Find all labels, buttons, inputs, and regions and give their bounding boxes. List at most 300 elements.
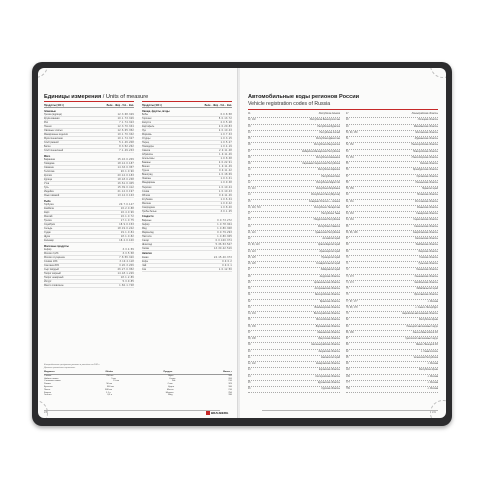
region-name: Кировская область — [318, 369, 340, 372]
nutrition-values: 3·0·1·25 — [220, 209, 232, 213]
nutrition-product-name: Свёкла — [142, 149, 151, 153]
region-name: Республика Ингушетия — [314, 144, 340, 147]
nutrition-product-name: Рис — [44, 120, 49, 124]
nutrition-product-name: Кефир — [44, 248, 52, 252]
region-name: г. Севастополь — [420, 350, 438, 353]
region-code: 41 — [248, 356, 251, 359]
region-code: 77, 97, 177 — [346, 300, 358, 303]
region-code: 01 — [248, 113, 251, 115]
region-name: Архангельская область — [314, 281, 340, 284]
nutrition-values: 18·1·0·82 — [120, 235, 134, 239]
region-leader-dots — [270, 168, 318, 173]
nutrition-values: 14·33·0·357 — [117, 165, 134, 169]
region-leader-dots — [270, 150, 302, 155]
region-leader-dots — [368, 193, 417, 198]
nutrition-product-name: Сыр твёрдый — [44, 268, 59, 272]
region-code: 46 — [248, 388, 251, 390]
measures-cell: 210 — [228, 380, 232, 383]
region-code: 92 — [346, 350, 349, 353]
nutrition-product-name: Яблоки — [142, 193, 151, 197]
region-name: Ханты-Мансийский АО — [412, 331, 438, 334]
measures-row — [44, 391, 232, 397]
region-leader-dots — [368, 281, 414, 286]
nutrition-values: 14·18·1·226 — [117, 272, 134, 276]
nutrition-product-name: Помидоры — [142, 145, 154, 149]
region-code: 36, 136 — [248, 325, 256, 328]
nutrition-values: 1·0·18·69 — [218, 173, 232, 177]
region-leader-dots — [270, 125, 317, 130]
region-name: Новгородская область — [412, 150, 438, 153]
region-name: Ставропольский край — [316, 263, 340, 265]
region-code: 26, 126 — [248, 263, 256, 265]
region-code: 38, 138 — [248, 338, 256, 340]
measures-cell: Рюмка — [44, 383, 51, 386]
measures-cell: 568 мл — [105, 388, 113, 391]
region-leader-dots — [368, 293, 414, 298]
region-leader-dots — [270, 312, 314, 317]
region-code: 72 — [346, 269, 349, 272]
region-code: 79 — [346, 313, 349, 315]
region-code: 04 — [248, 131, 251, 134]
nutrition-values: 1·0·78·304 — [217, 222, 232, 226]
nutrition-values: 1·0·7·33 — [220, 132, 232, 136]
measures-cell: Кварта — [44, 391, 51, 394]
region-name: Смоленская область — [414, 238, 438, 240]
region-code: 17 — [248, 213, 251, 215]
nutrition-values: 1·0·8·38 — [220, 157, 232, 161]
nutrition-header — [142, 104, 232, 108]
region-name: Тамбовская область — [415, 244, 438, 247]
left-title-rule — [44, 101, 134, 102]
region-leader-dots — [270, 243, 318, 248]
nutrition-section-title: Напитки — [142, 252, 152, 256]
measures-cell: Пинта — [44, 388, 51, 391]
region-leader-dots — [270, 137, 316, 142]
region-code: 07 — [248, 150, 251, 153]
nutrition-values: 3·3·4·59 — [122, 248, 134, 252]
region-leader-dots — [270, 362, 316, 367]
region-leader-dots — [270, 325, 316, 330]
region-leader-dots — [368, 206, 417, 211]
nutrition-values: 16·2·0·88 — [120, 206, 134, 210]
nutrition-values: 0·0·79·293 — [217, 230, 232, 234]
region-code: 09 — [248, 163, 251, 165]
left-title-rule-2 — [142, 101, 232, 102]
nutrition-product-name: Сок — [142, 267, 147, 271]
region-leader-dots — [270, 212, 321, 217]
nutrition-values: 15·16·0·209 — [117, 157, 134, 161]
region-leader-dots — [368, 131, 415, 136]
nutrition-product-name: Индейка — [44, 190, 54, 194]
region-leader-dots — [368, 243, 415, 248]
region-name: Краснодарский край — [318, 244, 340, 247]
nutrition-product-name: Сметана 20% — [44, 264, 60, 268]
nutrition-row — [44, 239, 134, 243]
nutrition-product-name: Смородина — [142, 205, 155, 209]
nutrition-values: 18·18·0·238 — [117, 178, 134, 182]
measures-cell: 500 мл — [106, 385, 114, 388]
region-name: Ивановская область — [317, 331, 340, 334]
region-leader-dots — [270, 200, 309, 205]
nutrition-values: 1·0·4·19 — [220, 145, 232, 149]
measures-header-cell: Жидкость — [44, 371, 55, 373]
nutrition-product-name: Халва — [142, 246, 149, 250]
region-name: Северная Осетия — Алания — [308, 200, 340, 203]
region-name: Псковская область — [416, 194, 438, 197]
nutrition-values: 3·3·5·58 — [122, 252, 134, 256]
region-name: Республика Саха (Якутия) — [311, 194, 340, 197]
nutrition-section-title: Злаковые — [44, 109, 56, 113]
region-code: 44 — [248, 375, 251, 378]
nutrition-table-col-2 — [142, 104, 232, 272]
left-page-title: Единицы измерения / Units of measure — [44, 94, 149, 100]
region-name: Республика Крым — [418, 319, 438, 322]
region-name: Мурманская область — [414, 138, 438, 140]
measures-cell: Мука — [168, 374, 174, 377]
region-code: 23, 93, 123 — [248, 244, 260, 247]
region-leader-dots — [368, 343, 416, 348]
region-leader-dots — [270, 368, 319, 373]
region-name: Костромская область — [315, 375, 340, 378]
nutrition-product-name: Мандарины — [142, 181, 156, 185]
region-code: 799 — [346, 388, 350, 390]
left-page-number: 230 — [44, 411, 48, 414]
region-code: 87 — [346, 338, 349, 340]
region-code: 21, 121 — [248, 231, 256, 234]
nutrition-product-name: Говядина — [44, 161, 55, 165]
nutrition-values: 1·0·9·38 — [220, 181, 232, 185]
nutrition-product-name: Шоколад — [142, 242, 152, 246]
measures-cell: 330 — [228, 394, 232, 397]
region-leader-dots — [270, 356, 321, 361]
nutrition-product-name: Горошек — [142, 116, 152, 120]
region-code: 68 — [346, 244, 349, 247]
brand-mark-icon — [206, 411, 210, 415]
region-code: 19 — [248, 225, 251, 228]
nutrition-values: 5·0·13·72 — [218, 116, 232, 120]
region-code: 02, 102 — [248, 119, 256, 122]
nutrition-values: 15·39·0·412 — [117, 186, 134, 190]
region-name: г. Москва — [427, 375, 438, 378]
region-leader-dots — [270, 331, 318, 336]
nutrition-product-name: Судак — [44, 231, 51, 235]
region-name: г. Москва — [427, 363, 438, 365]
nutrition-values: 8·3·52·262 — [119, 145, 134, 149]
nutrition-product-name: Макаронные изделия — [44, 132, 68, 136]
region-leader-dots — [368, 268, 416, 273]
region-name: Нижегородская область — [411, 144, 438, 147]
measures-cell: 180 — [228, 385, 232, 388]
nutrition-product-name: Творог жирный — [44, 272, 61, 276]
region-code: 45 — [248, 381, 251, 384]
corner-stitch-bottom-right — [430, 400, 446, 418]
nutrition-product-name: Мёд — [142, 226, 147, 230]
region-leader-dots — [270, 181, 316, 186]
region-leader-dots — [270, 300, 320, 305]
region-leader-dots — [368, 150, 413, 155]
region-code: 61, 161 — [346, 200, 354, 203]
region-code: 58 — [346, 181, 349, 184]
nutrition-values: 16·4·0·96 — [120, 211, 134, 214]
region-name: Республика Карелия — [317, 169, 340, 172]
region-code: 43 — [248, 369, 251, 372]
measures-cell: 250 мл — [106, 374, 114, 377]
nutrition-product-name: Вишня — [142, 165, 150, 169]
nutrition-values: 1·0·11·49 — [219, 165, 232, 169]
nutrition-section-title: Мясо — [44, 154, 51, 158]
nutrition-header-values: Белк. · Жир · Угл. · Кал. — [106, 104, 134, 107]
region-code: 73, 173 — [346, 275, 354, 278]
region-code: 65 — [346, 225, 349, 228]
nutrition-values: 1·0·3·15 — [220, 136, 232, 140]
measures-header-cell: Объём — [105, 371, 113, 373]
nutrition-product-name: Хлеб ржаной — [44, 141, 59, 145]
corner-stitch-top — [38, 68, 48, 78]
nutrition-values: 16·1·0·72 — [120, 215, 134, 219]
nutrition-product-name: Треска — [44, 219, 52, 223]
nutrition-values: 20·12·0·183 — [117, 173, 134, 177]
region-leader-dots — [270, 343, 311, 348]
region-leader-dots — [368, 312, 403, 317]
region-leader-dots — [270, 250, 320, 255]
region-code: 78, 98, 178 — [346, 306, 358, 309]
region-code: 70 — [346, 256, 349, 259]
nutrition-product-name: Скумбрия — [44, 223, 55, 227]
region-code: 53 — [346, 150, 349, 153]
nutrition-note: Калорийность продуктов указана в расчёте на 100 г. Данные приведены справочно. — [44, 364, 101, 369]
nutrition-product-name: Морковь — [142, 132, 152, 136]
region-leader-dots — [368, 306, 415, 311]
region-leader-dots — [270, 143, 314, 148]
region-leader-dots — [270, 175, 321, 180]
region-name: Еврейская автономная область — [402, 313, 438, 315]
nutrition-product-name: Капуста — [142, 120, 151, 124]
nutrition-values: 2·0·20·83 — [218, 124, 232, 128]
region-name: Удмуртская Республика — [313, 219, 340, 222]
region-name: Саратовская область — [413, 219, 438, 222]
nutrition-section-title: Молочные продукты — [44, 244, 69, 248]
nutrition-product-name: Груша — [142, 169, 149, 173]
region-leader-dots — [368, 118, 418, 123]
nutrition-product-name: Какао — [142, 255, 149, 259]
brand-logo: BRAUBERG — [206, 411, 228, 415]
region-code: 06 — [248, 144, 251, 147]
nutrition-values: 0·0·0·2 — [222, 259, 232, 263]
region-code: 14 — [248, 194, 251, 197]
nutrition-values: 0·0·73·272 — [217, 218, 232, 222]
region-code-row — [248, 387, 340, 393]
region-code: 52, 152 — [346, 144, 354, 147]
region-name: Самарская область — [416, 213, 438, 215]
nutrition-values: 17·1·0·75 — [120, 219, 134, 223]
region-code: 47 — [346, 113, 349, 115]
region-code: 16, 116, 716 — [248, 206, 261, 209]
nutrition-product-name: Чай — [142, 263, 147, 267]
region-name: Чеченская Республика — [413, 356, 438, 359]
nutrition-row — [142, 247, 232, 251]
nutrition-product-name: Кофе — [142, 259, 149, 263]
region-leader-dots — [270, 281, 314, 286]
measures-cell: Чайная ложка — [44, 377, 59, 380]
nutrition-product-name: Лук — [142, 128, 146, 132]
nutrition-product-name: Баранина — [44, 157, 55, 161]
region-name: Волгоградская область — [313, 313, 340, 315]
region-leader-dots — [270, 262, 316, 267]
region-code: 24, 124 — [248, 250, 256, 253]
region-name: Ульяновская область — [414, 275, 438, 278]
nutrition-values: 0·0·11·46 — [219, 193, 232, 197]
region-leader-dots — [368, 362, 428, 367]
right-page — [240, 68, 446, 418]
nutrition-product-name: Хлеб пшеничный — [44, 149, 64, 153]
region-leader-dots — [368, 325, 406, 330]
region-leader-dots — [270, 318, 316, 323]
region-code: 29 — [248, 281, 251, 284]
region-name: Алтайский край — [322, 238, 340, 240]
nutrition-product-name: Малина — [142, 201, 151, 205]
measures-cell: 200 — [228, 377, 232, 380]
region-name: Томская область — [419, 256, 438, 259]
nutrition-product-name: Сахар — [142, 238, 149, 242]
region-leader-dots — [270, 381, 318, 386]
nutrition-values: 3·20·3·206 — [119, 264, 134, 268]
region-name: Республика Алтай — [319, 131, 340, 134]
nutrition-product-name: Клубника — [142, 197, 153, 201]
region-name: Новосибирская область — [411, 156, 438, 159]
right-page-title: Автомобильные коды регионов России — [248, 94, 360, 100]
region-name: Свердловская область — [412, 231, 438, 234]
nutrition-product-name: Мука пшеничная — [44, 136, 63, 140]
region-leader-dots — [368, 218, 413, 223]
region-code: 39 — [248, 344, 251, 347]
region-code: 59, 159 — [346, 188, 354, 190]
region-code: 71 — [346, 263, 349, 265]
nutrition-product-name: Телятина — [44, 169, 55, 173]
region-code: 11 — [248, 175, 251, 178]
measures-cell: 210 — [228, 388, 232, 391]
nutrition-product-name: Сельдь — [44, 227, 53, 231]
region-name: Кабардино-Балкарская Республика — [302, 150, 340, 153]
region-leader-dots — [368, 162, 420, 167]
measures-cell: Молоко — [165, 391, 174, 394]
nutrition-values: 7·1·74·323 — [119, 120, 134, 124]
region-code: 56 — [346, 169, 349, 172]
nutrition-header-product: Продукты (100 г) — [142, 104, 162, 107]
region-code: 32 — [248, 300, 251, 303]
region-leader-dots — [270, 206, 314, 211]
region-leader-dots — [270, 156, 316, 161]
measures-cell: Мёд — [168, 394, 173, 397]
region-code: 74, 174 — [346, 281, 354, 284]
region-name: Ямало-Ненецкий АО — [416, 344, 438, 347]
nutrition-row — [44, 284, 134, 288]
nutrition-product-name: Горбуша — [44, 202, 54, 206]
nutrition-product-name: Карп — [44, 211, 50, 214]
region-codes-col-2 — [346, 112, 438, 393]
region-leader-dots — [270, 218, 314, 223]
nutrition-values: 18·1·2·86 — [120, 276, 134, 280]
nutrition-product-name: Мармелад — [142, 230, 154, 234]
nutrition-values: 0·0·11·42 — [219, 169, 232, 173]
nutrition-values: 18·2·0·100 — [119, 239, 134, 243]
nutrition-row — [142, 210, 232, 214]
region-code: 67 — [346, 238, 349, 240]
region-code: 60 — [346, 194, 349, 197]
region-name: Калужская область — [318, 350, 340, 353]
region-code: 15 — [248, 200, 251, 203]
nutrition-values: 18·12·0·187 — [117, 161, 134, 165]
measures-cell: 15 мл — [113, 380, 120, 383]
region-name: Московская область — [415, 131, 438, 134]
region-leader-dots — [368, 256, 419, 261]
region-leader-dots — [368, 231, 413, 236]
nutrition-values: 26·27·0·352 — [117, 268, 134, 272]
nutrition-values: 2·0·10·43 — [218, 128, 232, 132]
region-code: 49 — [346, 125, 349, 128]
region-name: Владимирская область — [314, 306, 340, 309]
nutrition-values: 10·1·73·326 — [117, 116, 134, 120]
region-leader-dots — [368, 275, 414, 280]
corner-stitch-top-right — [430, 68, 446, 78]
region-leader-dots — [368, 125, 414, 130]
measures-cell: 4,5 л — [107, 394, 113, 397]
nutrition-product-name: Курица — [44, 178, 52, 182]
region-code: 86, 186 — [346, 331, 354, 334]
nutrition-row — [44, 194, 134, 198]
nutrition-values: 1·0·10·44 — [218, 185, 232, 189]
region-name: Красноярский край — [319, 250, 340, 253]
region-code: 118 — [346, 369, 350, 372]
region-leader-dots — [270, 187, 316, 192]
nutrition-values: 0·0·0·1 — [222, 263, 232, 267]
region-name: Республика Коми — [321, 175, 340, 178]
region-name: Забайкальский край — [416, 288, 438, 290]
region-code: 10 — [248, 169, 251, 172]
region-code: 28 — [248, 275, 251, 278]
nutrition-product-name: Свинина — [44, 165, 54, 169]
nutrition-values: 16·61·0·405 — [117, 182, 134, 186]
region-code: 13, 113 — [248, 188, 256, 190]
right-page-subtitle: Vehicle registration codes of Russia — [248, 101, 331, 107]
region-leader-dots — [368, 375, 428, 380]
region-name: Республика Дагестан — [315, 138, 340, 140]
region-code: 18 — [248, 219, 251, 222]
region-leader-dots — [368, 237, 415, 242]
nutrition-section-title: Овощи, фрукты, ягоды — [142, 109, 170, 113]
region-name: Курганская область — [317, 381, 340, 384]
nutrition-row — [44, 149, 134, 153]
region-code: 25, 125 — [248, 256, 256, 259]
nutrition-values: 2·0·11·48 — [219, 149, 232, 153]
right-page-number: 231 — [432, 411, 436, 414]
region-name: г. Москва — [427, 300, 438, 303]
region-name: Рязанская область — [416, 206, 438, 209]
region-name: Республика Марий Эл — [316, 181, 340, 184]
nutrition-product-name: Пшено — [44, 124, 52, 128]
nutrition-product-name: Бананы — [142, 161, 151, 165]
region-leader-dots — [368, 300, 428, 305]
region-name: Пензенская область — [415, 181, 438, 184]
nutrition-values: 7·1·49·233 — [119, 149, 134, 153]
nutrition-values: 21·12·0·197 — [117, 190, 134, 194]
nutrition-product-name: Овсяные хлопья — [44, 128, 63, 132]
region-name: Курская область — [321, 388, 340, 390]
region-leader-dots — [368, 381, 428, 386]
nutrition-values: 12·3·68·329 — [117, 112, 134, 116]
nutrition-product-name: Кальмар — [44, 239, 54, 243]
region-code: 40 — [248, 350, 251, 353]
region-leader-dots — [270, 193, 311, 198]
